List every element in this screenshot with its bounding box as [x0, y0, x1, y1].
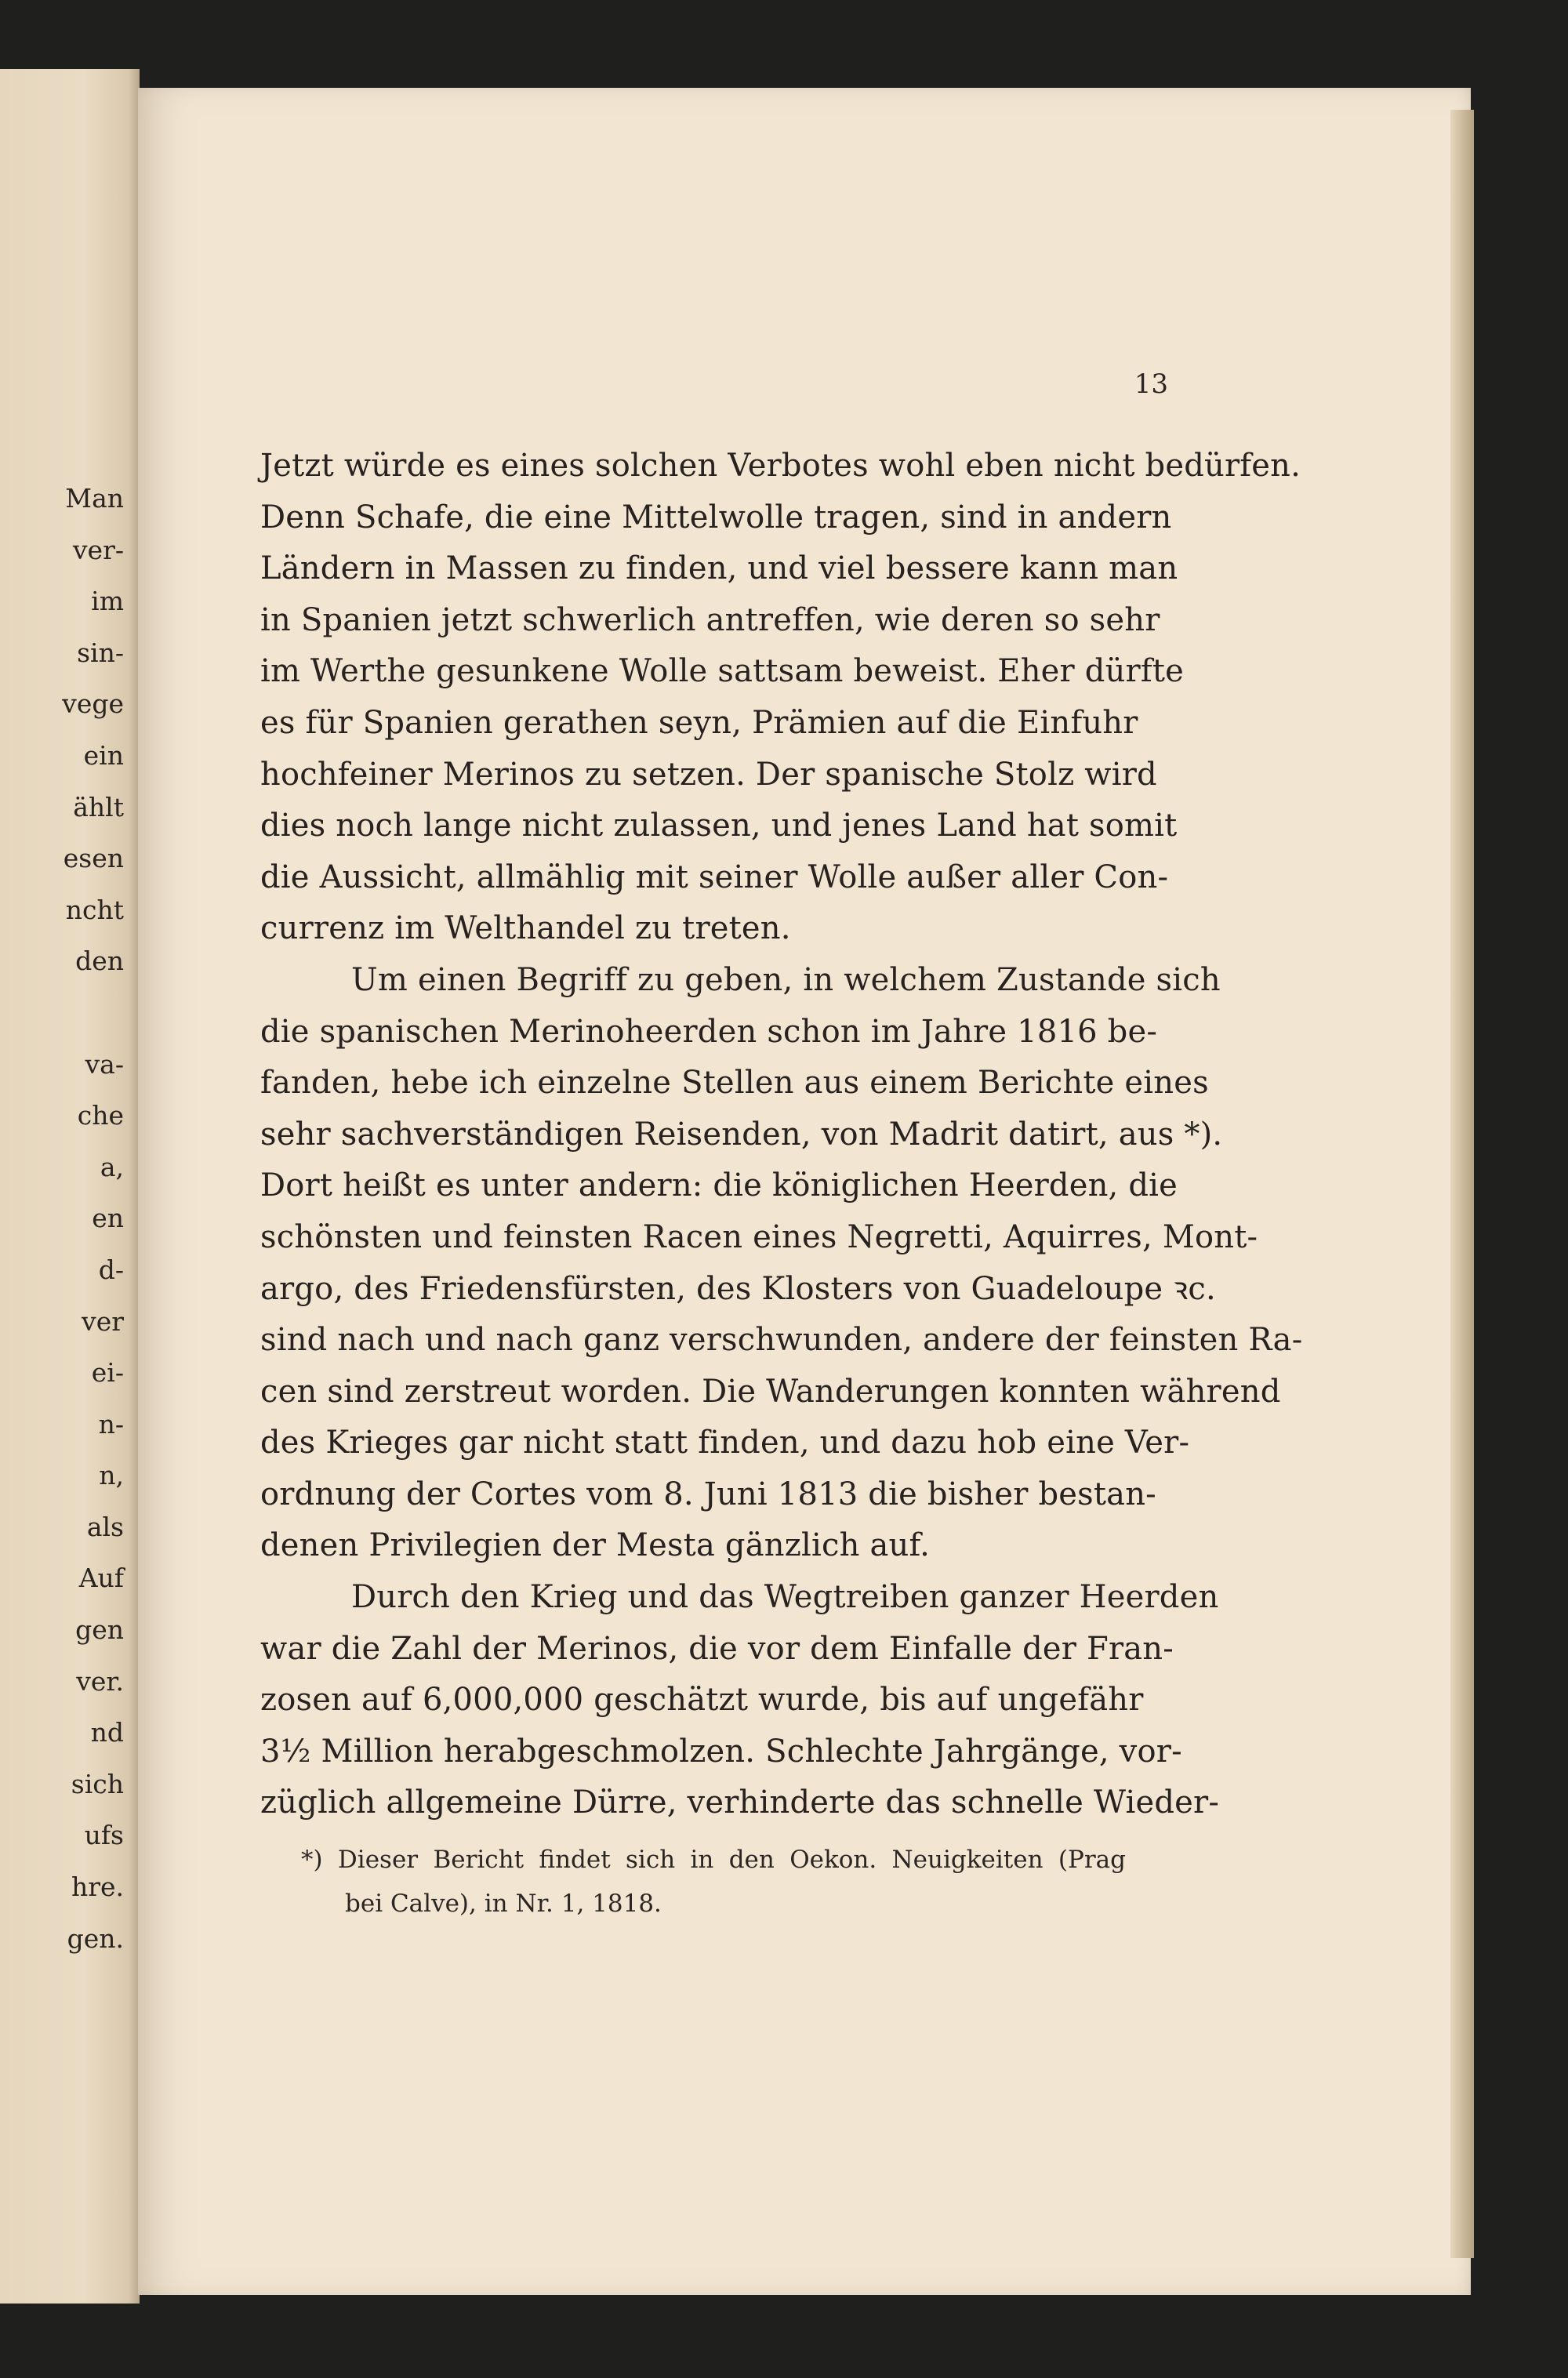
footnote-line: bei Calve), in Nr. 1, 1818. — [345, 1890, 662, 1918]
left-page-fragment: nd — [90, 1717, 124, 1748]
left-page-fragment: ver — [82, 1305, 124, 1337]
left-page-fragment: hre. — [71, 1872, 124, 1903]
text-line: in Spanien jetzt schwerlich antreffen, wie deren so sehr — [260, 601, 1160, 638]
text-line: schönsten und feinsten Racen eines Negretti, Aquirres, Mont- — [260, 1218, 1258, 1255]
left-page-fragment: ncht — [65, 894, 124, 925]
left-page-fragment: ufs — [84, 1820, 124, 1851]
left-page-fragment: esen — [63, 843, 124, 874]
left-page-fragment: Auf — [78, 1563, 124, 1594]
text-line: fanden, hebe ich einzelne Stellen aus einem Berichte eines — [260, 1065, 1209, 1102]
left-page — [0, 69, 140, 2304]
text-line: cen sind zerstreut worden. Die Wanderungen konnten während — [260, 1373, 1281, 1410]
left-page-fragment: a, — [100, 1151, 124, 1182]
text-line: züglich allgemeine Dürre, verhinderte das schnelle Wieder- — [260, 1784, 1220, 1821]
text-line: dies noch lange nicht zulassen, und jenes Land hat somit — [260, 808, 1178, 844]
left-page-fragment: den — [75, 946, 124, 977]
body-text — [260, 441, 1303, 1829]
text-line: Dort heißt es unter andern: die königlichen Heerden, die — [260, 1167, 1178, 1204]
left-page-fragment: gen. — [67, 1922, 124, 1954]
left-page-fragment: Man — [65, 483, 124, 514]
text-line: argo, des Friedensfürsten, des Klosters von Guadeloupe ꝛc. — [260, 1270, 1216, 1307]
left-page-fragment: ählt — [73, 791, 124, 822]
text-line: sind nach und nach ganz verschwunden, andere der feinsten Ra- — [260, 1322, 1303, 1359]
text-line: 3½ Million herabgeschmolzen. Schlechte Jahrgänge, vor- — [260, 1733, 1182, 1770]
left-page-fragment: che — [77, 1100, 124, 1131]
text-line: war die Zahl der Merinos, die vor dem Einfalle der Fran- — [260, 1630, 1174, 1667]
text-line: Durch den Krieg und das Wegtreiben ganzer Heerden — [351, 1579, 1219, 1616]
text-line: Um einen Begriff zu geben, in welchem Zustande sich — [351, 961, 1221, 998]
text-line: Denn Schafe, die eine Mittelwolle tragen, sind in andern — [260, 499, 1172, 536]
left-page-fragment: va- — [85, 1048, 124, 1080]
left-page-fragment: d- — [98, 1254, 124, 1285]
left-page-fragment: n, — [99, 1460, 124, 1491]
text-line: die Aussicht, allmählig mit seiner Wolle außer aller Con- — [260, 859, 1169, 895]
left-page-fragment: im — [91, 586, 124, 617]
left-page-fragment: gen — [75, 1614, 124, 1646]
page-edge — [1450, 110, 1474, 2258]
text-line: denen Privilegien der Mesta gänzlich auf. — [260, 1527, 930, 1564]
text-line: zosen auf 6,000,000 geschätzt wurde, bis auf ungefähr — [260, 1682, 1144, 1719]
text-line: currenz im Welthandel zu treten. — [260, 910, 791, 947]
left-page-fragment: als — [86, 1511, 124, 1542]
footnote-line: *) Dieser Bericht findet sich in den Oekon. Neuigkeiten (Prag — [301, 1846, 1126, 1874]
left-page-fragment: sin- — [77, 637, 124, 668]
text-line: die spanischen Merinoheerden schon im Jahre 1816 be- — [260, 1013, 1158, 1050]
text-line: Ländern in Massen zu finden, und viel bessere kann man — [260, 550, 1178, 587]
left-page-fragment: ver- — [72, 534, 124, 565]
footnote — [301, 1838, 1126, 1926]
text-line: ordnung der Cortes vom 8. Juni 1813 die bisher bestan- — [260, 1476, 1156, 1512]
text-line: es für Spanien gerathen seyn, Prämien auf die Einfuhr — [260, 704, 1138, 741]
text-line: hochfeiner Merinos zu setzen. Der spanische Stolz wird — [260, 756, 1157, 793]
left-page-fragment: ein — [83, 739, 124, 771]
left-page-fragment: ei- — [91, 1357, 124, 1389]
left-page-fragment: vege — [62, 688, 124, 720]
left-page-fragment: en — [92, 1203, 124, 1234]
left-page-fragment: sich — [71, 1768, 124, 1799]
page-number: 13 — [1134, 368, 1168, 400]
left-page-edge-text — [6, 473, 132, 1964]
text-line: Jetzt würde es eines solchen Verbotes wohl eben nicht bedürfen. — [260, 448, 1301, 484]
text-line: des Krieges gar nicht statt finden, und dazu hob eine Ver- — [260, 1425, 1190, 1461]
left-page-fragment: ver. — [76, 1665, 124, 1697]
text-line: im Werthe gesunkene Wolle sattsam beweist. Eher dürfte — [260, 653, 1185, 690]
left-page-fragment: n- — [98, 1408, 124, 1440]
left-page-fragment — [6, 987, 132, 1039]
text-line: sehr sachverständigen Reisenden, von Madrit datirt, aus *). — [260, 1116, 1223, 1153]
